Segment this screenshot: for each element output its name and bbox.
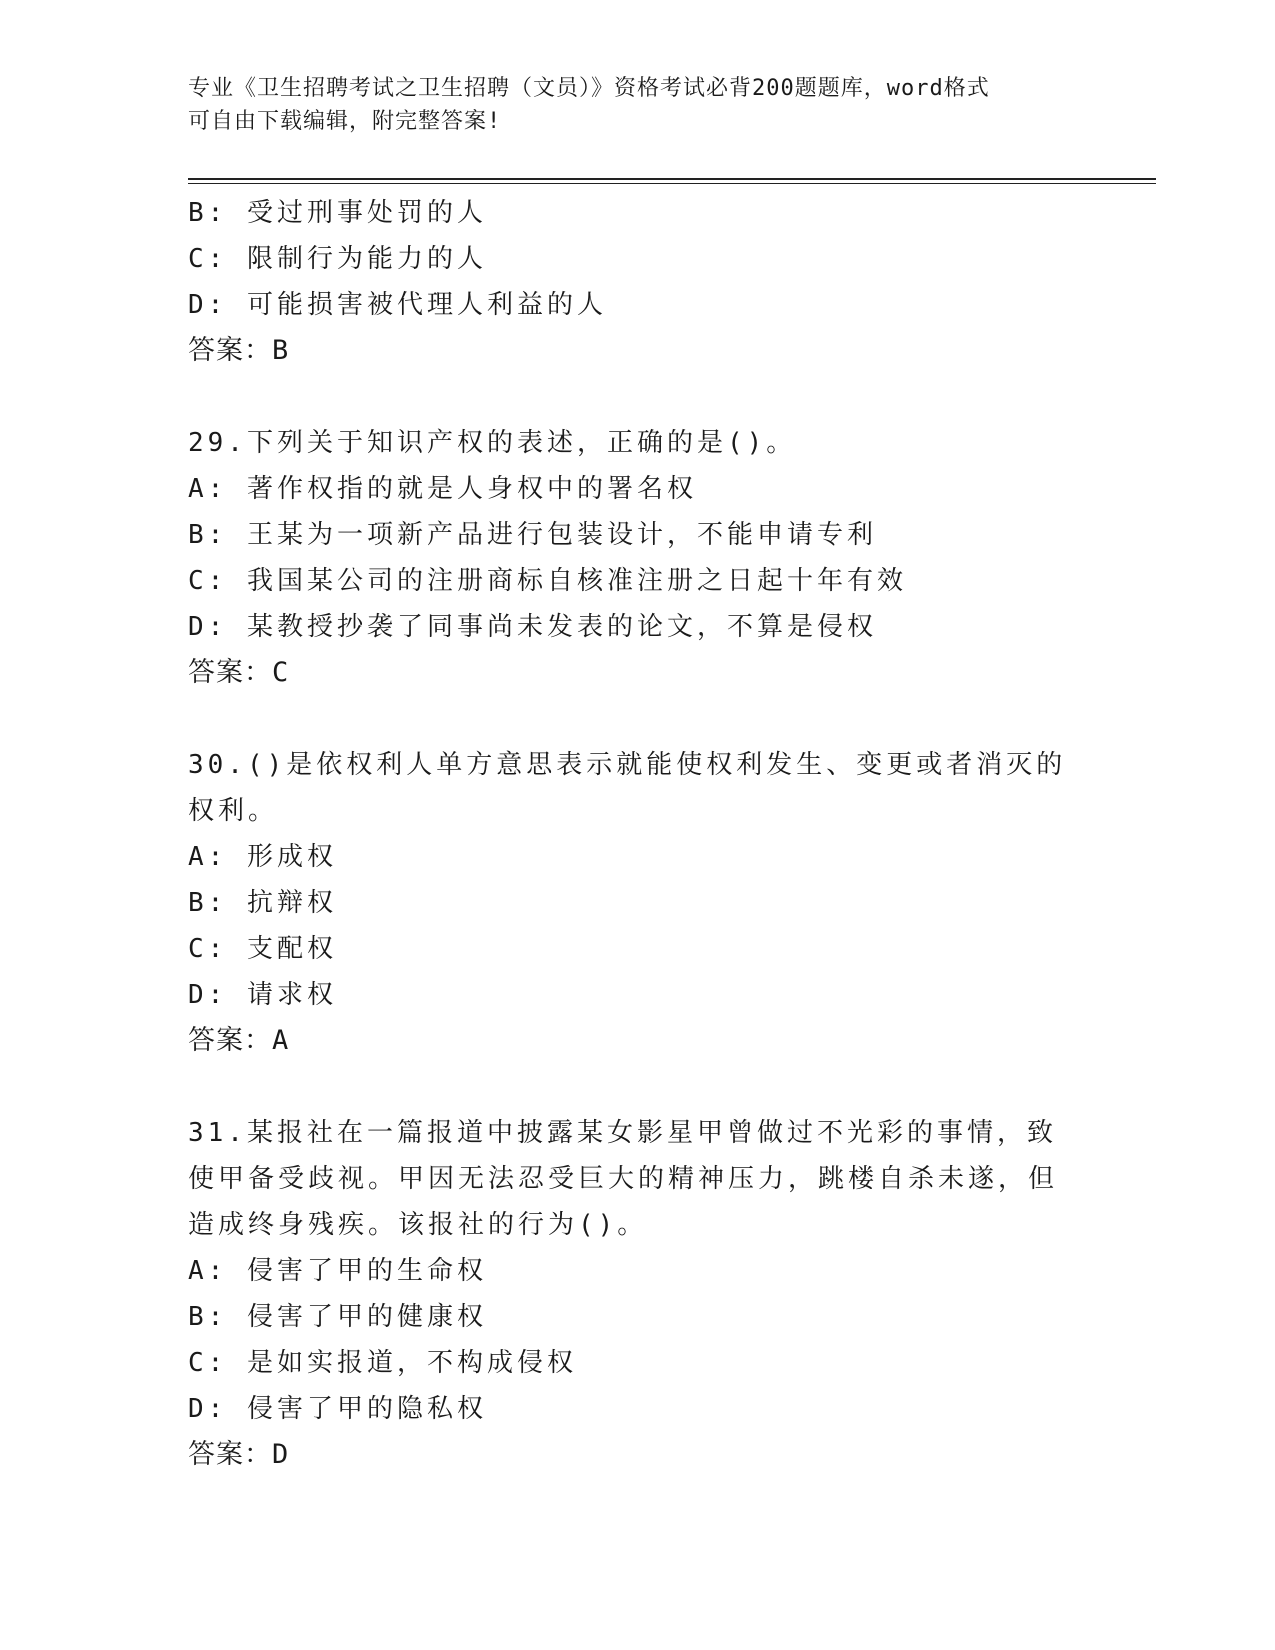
answer-value: D — [272, 1439, 290, 1470]
question-28-continued — [188, 190, 1088, 374]
answer-value: B — [272, 335, 290, 366]
option-c: C: 限制行为能力的人 — [188, 244, 487, 274]
question-stem: 31.某报社在一篇报道中披露某女影星甲曾做过不光彩的事情，致使甲备受歧视。甲因无法忍受巨大的精神压力，跳楼自杀未遂，但造成终身残疾。该报社的行为()。 — [188, 1118, 1059, 1240]
answer-label: 答案： — [188, 335, 272, 366]
question-31 — [188, 1110, 1088, 1478]
header-title-line-1: 专业《卫生招聘考试之卫生招聘（文员）》资格考试必背200题题库，word格式 — [188, 76, 990, 101]
option-a: A: 著作权指的就是人身权中的署名权 — [188, 474, 697, 504]
option-b: B: 王某为一项新产品进行包装设计，不能申请专利 — [188, 520, 877, 550]
option-d: D: 可能损害被代理人利益的人 — [188, 290, 607, 320]
spacer — [188, 1064, 1088, 1110]
option-b: B: 侵害了甲的健康权 — [188, 1302, 487, 1332]
answer-line — [188, 1432, 1088, 1478]
option-c: C: 是如实报道，不构成侵权 — [188, 1348, 577, 1378]
question-stem: 30.()是依权利人单方意思表示就能使权利发生、变更或者消灭的权利。 — [188, 750, 1067, 826]
page-header — [188, 72, 1088, 138]
option-c: C: 我国某公司的注册商标自核准注册之日起十年有效 — [188, 566, 907, 596]
header-title-line-2: 可自由下载编辑，附完整答案! — [188, 109, 502, 134]
option-d: D: 请求权 — [188, 980, 337, 1010]
question-30 — [188, 742, 1088, 1064]
option-c: C: 支配权 — [188, 934, 337, 964]
option-b: B: 受过刑事处罚的人 — [188, 198, 487, 228]
option-a: A: 形成权 — [188, 842, 337, 872]
header-divider — [188, 178, 1156, 184]
answer-line — [188, 328, 1088, 374]
document-body — [188, 190, 1088, 1478]
answer-line — [188, 1018, 1088, 1064]
answer-label: 答案： — [188, 657, 272, 688]
spacer — [188, 374, 1088, 420]
option-a: A: 侵害了甲的生命权 — [188, 1256, 487, 1286]
answer-label: 答案： — [188, 1439, 272, 1470]
answer-line — [188, 650, 1088, 696]
option-b: B: 抗辩权 — [188, 888, 337, 918]
answer-value: C — [272, 657, 290, 688]
answer-label: 答案： — [188, 1025, 272, 1056]
spacer — [188, 696, 1088, 742]
question-stem: 29.下列关于知识产权的表述，正确的是()。 — [188, 428, 797, 458]
answer-value: A — [272, 1025, 290, 1056]
option-d: D: 侵害了甲的隐私权 — [188, 1394, 487, 1424]
question-29 — [188, 420, 1088, 696]
option-d: D: 某教授抄袭了同事尚未发表的论文，不算是侵权 — [188, 612, 877, 642]
